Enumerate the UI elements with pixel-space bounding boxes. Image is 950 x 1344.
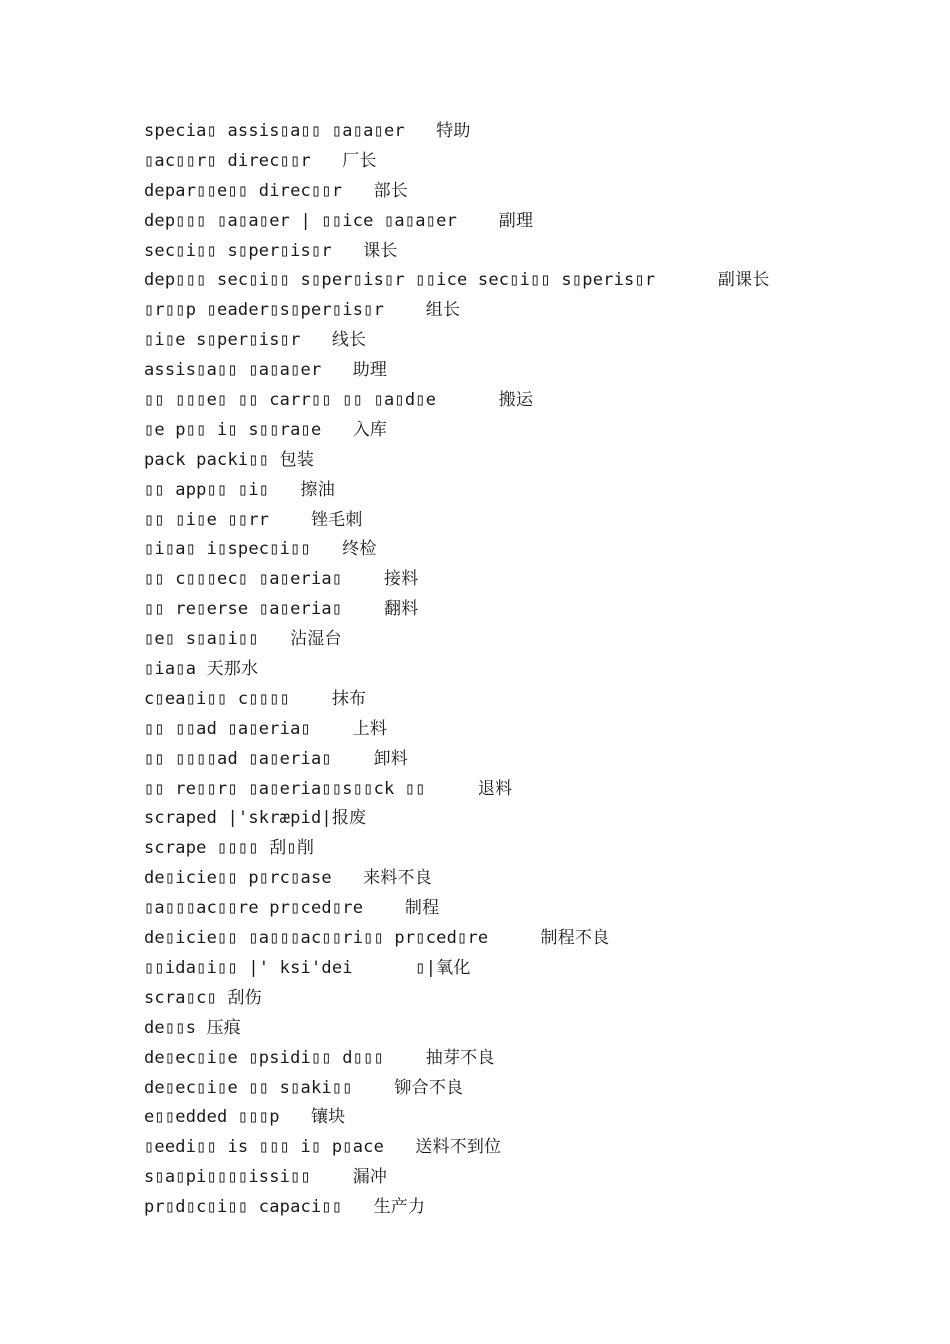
glossary-line: specia▯ assis▯a▯▯ ▯a▯a▯er 特助 xyxy=(144,121,471,141)
glossary-line: de▯ec▯i▯e ▯▯ s▯aki▯▯ 铆合不良 xyxy=(144,1077,464,1098)
glossary-line: c▯ea▯i▯▯ c▯▯▯▯ 抹布 xyxy=(144,688,367,709)
glossary-line: ▯▯ re▯erse ▯a▯eria▯ 翻料 xyxy=(144,599,419,620)
glossary-list xyxy=(144,117,904,1223)
glossary-line: e▯▯edded ▯▯▯p 镶块 xyxy=(144,1107,346,1128)
glossary-line: depar▯▯e▯▯ direc▯▯r 部长 xyxy=(144,180,408,201)
glossary-line: ▯i▯a▯ i▯spec▯i▯▯ 终检 xyxy=(144,539,377,560)
glossary-line: ▯ac▯▯r▯ direc▯▯r 厂长 xyxy=(144,150,377,171)
glossary-line: ▯▯ app▯▯ ▯i▯ 擦油 xyxy=(144,479,335,500)
glossary-line: ▯▯ida▯i▯▯ |' ksi'dei ▯|氧化 xyxy=(144,957,471,978)
glossary-line: ▯eedi▯▯ is ▯▯▯ i▯ p▯ace 送料不到位 xyxy=(144,1137,502,1158)
glossary-line: ▯▯ ▯▯ad ▯a▯eria▯ 上料 xyxy=(144,718,388,739)
glossary-line: de▯▯s 压痕 xyxy=(144,1017,242,1038)
glossary-line: pr▯d▯c▯i▯▯ capaci▯▯ 生产力 xyxy=(144,1197,426,1218)
glossary-line: ▯e p▯▯ i▯ s▯▯ra▯e 入库 xyxy=(144,419,388,440)
glossary-line: scra▯c▯ 刮伤 xyxy=(144,987,262,1008)
glossary-line: sec▯i▯▯ s▯per▯is▯r 课长 xyxy=(144,240,398,261)
glossary-line: s▯a▯pi▯▯▯▯issi▯▯ 漏冲 xyxy=(144,1167,388,1188)
glossary-line: dep▯▯▯ sec▯i▯▯ s▯per▯is▯r ▯▯ice sec▯i▯▯ s▯peris▯r 副课长 xyxy=(144,270,770,291)
glossary-line: scrape ▯▯▯▯ 刮▯削 xyxy=(144,838,315,859)
glossary-line: scraped |'skræpid|报废 xyxy=(144,808,367,829)
glossary-line: ▯ia▯a 天那水 xyxy=(144,659,259,680)
glossary-line: ▯a▯▯▯ac▯▯re pr▯ced▯re 制程 xyxy=(144,898,440,919)
glossary-line: ▯▯ c▯▯▯ec▯ ▯a▯eria▯ 接料 xyxy=(144,569,419,590)
glossary-line: ▯▯ ▯▯▯▯ad ▯a▯eria▯ 卸料 xyxy=(144,748,408,769)
glossary-line: de▯ec▯i▯e ▯psidi▯▯ d▯▯▯ 抽芽不良 xyxy=(144,1047,495,1068)
glossary-line: ▯e▯ s▯a▯i▯▯ 沾湿台 xyxy=(144,629,342,650)
glossary-line: assis▯a▯▯ ▯a▯a▯er 助理 xyxy=(144,360,388,381)
glossary-line: ▯▯ ▯▯▯e▯ ▯▯ carr▯▯ ▯▯ ▯a▯d▯e 搬运 xyxy=(144,390,534,411)
glossary-line: ▯r▯▯p ▯eader▯s▯per▯is▯r 组长 xyxy=(144,300,461,321)
glossary-line: de▯icie▯▯ p▯rc▯ase 来料不良 xyxy=(144,868,432,889)
glossary-line: dep▯▯▯ ▯a▯a▯er | ▯▯ice ▯a▯a▯er 副理 xyxy=(144,210,534,231)
glossary-line: de▯icie▯▯ ▯a▯▯▯ac▯▯ri▯▯ pr▯ced▯re 制程不良 xyxy=(144,928,610,949)
glossary-line: ▯▯ re▯▯r▯ ▯a▯eria▯▯s▯▯ck ▯▯ 退料 xyxy=(144,778,513,799)
glossary-line: ▯▯ ▯i▯e ▯▯rr 锉毛刺 xyxy=(144,509,363,530)
glossary-line: pack packi▯▯ 包装 xyxy=(144,449,315,470)
glossary-line: ▯i▯e s▯per▯is▯r 线长 xyxy=(144,330,367,351)
